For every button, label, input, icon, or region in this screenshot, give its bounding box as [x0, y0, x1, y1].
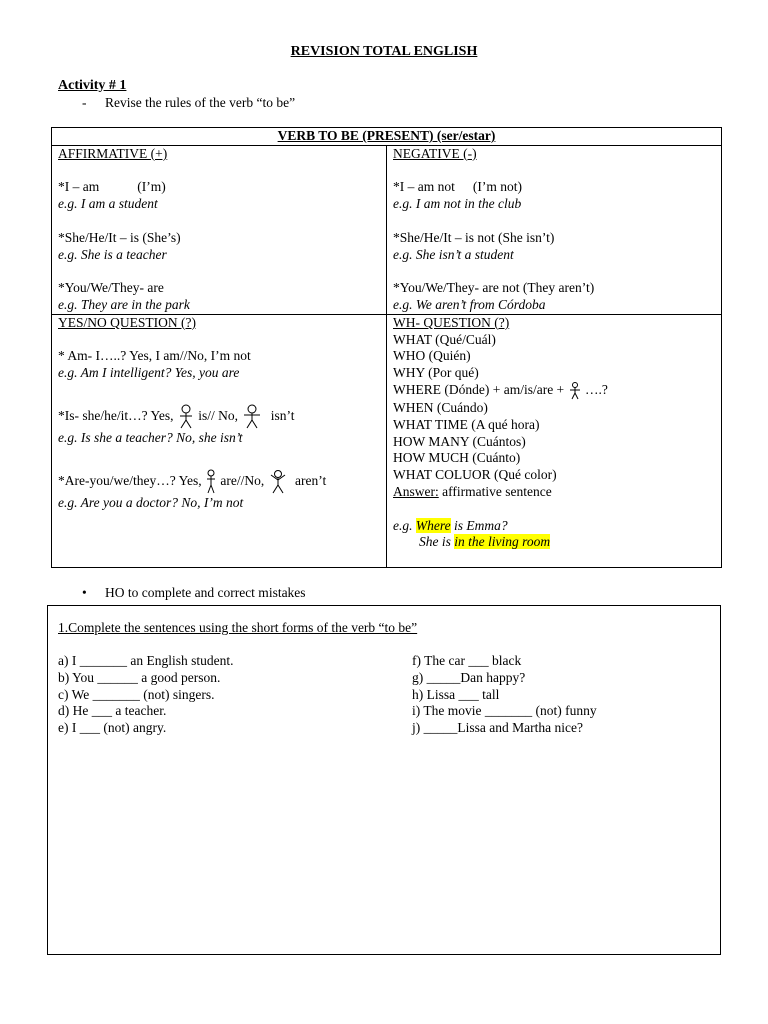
instruction-text: Revise the rules of the verb “to be”	[105, 95, 296, 110]
yes-no-rule-3: *Are-you/we/they…? Yes, are//No, aren’t	[58, 469, 380, 495]
wh-question-cell	[387, 314, 722, 567]
negative-example-3: e.g. We aren’t from Córdoba	[393, 296, 546, 312]
stick-figure-female-icon	[177, 404, 195, 430]
exercise-title: 1.Complete the sentences using the short forms of the verb “to be”	[58, 620, 418, 635]
wh-example-answer: She is in the living room	[419, 534, 551, 550]
affirmative-example-3: e.g. They are in the park	[58, 296, 190, 312]
wh-how-much: HOW MUCH (Cuánto)	[393, 450, 521, 466]
exercise-item: i) The movie _______ (not) funny	[412, 703, 597, 719]
wh-what: WHAT (Qué/Cuál)	[393, 331, 496, 347]
bullet-text: HO to complete and correct mistakes	[105, 585, 306, 600]
bullet-icon: •	[82, 585, 87, 600]
activity-instruction	[82, 95, 295, 111]
negative-rule-3: *You/We/They- are not (They aren’t)	[393, 280, 595, 296]
stick-figure-arms-up-icon	[268, 469, 288, 495]
affirmative-cell	[52, 145, 387, 314]
negative-cell	[387, 145, 722, 314]
wh-label: WH- QUESTION (?)	[393, 314, 510, 330]
wh-who: WHO (Quién)	[393, 348, 471, 364]
wh-why: WHY (Por qué)	[393, 365, 479, 381]
exercise-item: a) I _______ an English student.	[58, 653, 234, 668]
wh-answer: Answer: affirmative sentence	[393, 483, 552, 499]
verb-to-be-table	[51, 127, 722, 568]
exercise-item: g) _____Dan happy?	[412, 669, 526, 685]
highlight-where: Where	[415, 517, 451, 533]
stick-figure-small-icon	[205, 469, 217, 495]
yes-no-question-cell	[52, 314, 387, 567]
activity-heading: Activity # 1	[58, 78, 127, 93]
wh-what-colour: WHAT COLUOR (Qué color)	[393, 467, 557, 483]
wh-when: WHEN (Cuándo)	[393, 399, 488, 415]
affirmative-rule-1: *I – am (I’m)	[58, 179, 166, 195]
wh-where: WHERE (Dónde) + am/is/are + ….?	[393, 382, 715, 400]
exercise-item: d) He ___ a teacher.	[58, 703, 167, 719]
wh-example-question: e.g. Where is Emma?	[393, 517, 508, 533]
table-heading: VERB TO BE (PRESENT) (ser/estar)	[52, 128, 722, 146]
page-title: REVISION TOTAL ENGLISH	[290, 44, 478, 59]
wh-how-many: HOW MANY (Cuántos)	[393, 433, 526, 449]
affirmative-label: AFFIRMATIVE (+)	[58, 145, 168, 161]
stick-figure-tiny-icon	[568, 382, 582, 400]
yes-no-example-1: e.g. Am I intelligent? Yes, you are	[58, 365, 240, 381]
exercise-item: e) I ___ (not) angry.	[58, 720, 167, 736]
yes-no-example-3: e.g. Are you a doctor? No, I’m not	[58, 494, 244, 510]
negative-label: NEGATIVE (-)	[393, 145, 477, 161]
exercise-item: f) The car ___ black	[412, 653, 522, 668]
yes-no-label: YES/NO QUESTION (?)	[58, 314, 196, 330]
negative-rule-2: *She/He/It – is not (She isn’t)	[393, 229, 555, 245]
highlight-living-room: in the living room	[454, 534, 551, 550]
affirmative-example-2: e.g. She is a teacher	[58, 246, 167, 262]
yes-no-example-2: e.g. Is she a teacher? No, she isn’t	[58, 429, 243, 445]
exercise-item: b) You ______ a good person.	[58, 669, 221, 685]
dash-marker: -	[82, 95, 87, 110]
exercise-item: j) _____Lissa and Martha nice?	[412, 720, 583, 736]
negative-example-2: e.g. She isn’t a student	[393, 246, 514, 262]
negative-example-1: e.g. I am not in the club	[393, 196, 522, 212]
yes-no-rule-2: *Is- she/he/it…? Yes, is// No, isn’t	[58, 404, 380, 430]
bullet-instruction	[82, 585, 306, 601]
exercise-box	[47, 605, 721, 955]
exercise-right-column	[412, 653, 597, 737]
affirmative-rule-3: *You/We/They- are	[58, 280, 164, 296]
exercise-item: h) Lissa ___ tall	[412, 686, 500, 702]
yes-no-rule-1: * Am- I…..? Yes, I am//No, I’m not	[58, 348, 251, 364]
negative-rule-1: *I – am not (I’m not)	[393, 179, 522, 195]
exercise-item: c) We _______ (not) singers.	[58, 686, 215, 702]
wh-what-time: WHAT TIME (A qué hora)	[393, 416, 540, 432]
exercise-left-column	[58, 653, 233, 737]
stick-figure-male-icon	[241, 404, 263, 430]
affirmative-example-1: e.g. I am a student	[58, 196, 158, 212]
affirmative-rule-2: *She/He/It – is (She’s)	[58, 229, 181, 245]
